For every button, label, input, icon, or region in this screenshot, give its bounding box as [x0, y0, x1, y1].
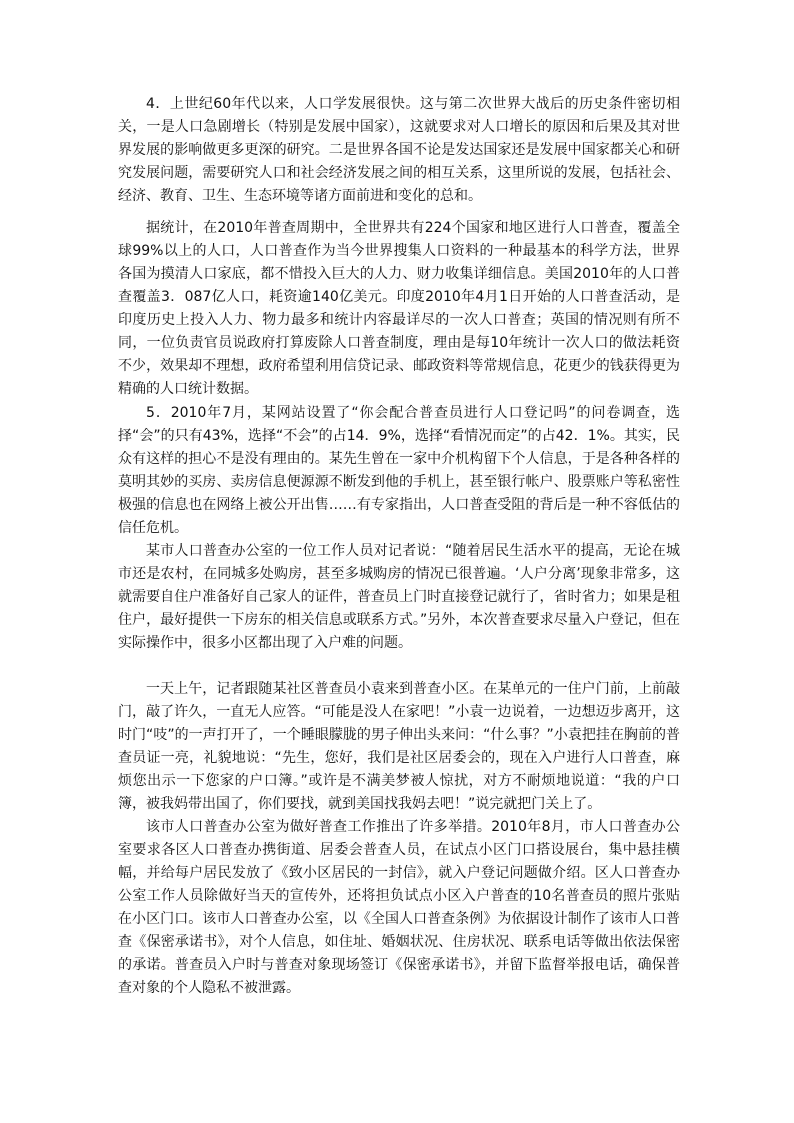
paragraph-4: 某市人口普查办公室的一位工作人员对记者说：“随着居民生活水平的提高，无论在城市还是农村，在同城多处购房，甚至多城购房的情况已很普遍。‘人户分离’现象非常多，这就需要自住户准备好自己家人的证件，普查员上门时直接登记就行了，省时省力；如果是租住户，最好提供一下房东的相关信息或联系方式。”另外，本次普查要求尽量入户登记，但在实际操作中，很多小区都出现了入户难的问题。 — [118, 543, 680, 651]
paragraph-2: 据统计，在2010年普查周期中，全世界共有224个国家和地区进行人口普查，覆盖全球99%以上的人口，人口普查作为当今世界搜集人口资料的一种最基本的科学方法，世界各国为摸清人口家底，都不惜投入巨大的人力、财力收集详细信息。美国2010年的人口普查覆盖3．087亿人口，耗资逾140亿美元。印度2010年4月1日开始的人口普查活动，是印度历史上投入人力、物力最多和统计内容最详尽的一次人口普查；英国的情况则有所不同，一位负责官员说政府打算废除人口普查制度，理由是每10年统计一次人口的做法耗资不少，效果却不理想，政府希望利用信贷记录、邮政资料等常规信息，花更少的钱获得更为精确的人口统计数据。 — [118, 220, 680, 397]
paragraph-5: 一天上午，记者跟随某社区普查员小袁来到普查小区。在某单元的一住户门前，上前敲门，敲了许久，一直无人应答。“可能是没人在家吧！”小袁一边说着，一边想迈步离开，这时门“吱”的一声打开了，一个睡眼朦胧的男子伸出头来问：“什么事？”小袁把挂在胸前的普查员证一亮，礼貌地说：“先生，您好，我们是社区居委会的，现在入户进行人口普查，麻烦您出示一下您家的户口簿。”或许是不满美梦被人惊扰，对方不耐烦地说道：“我的户口簿，被我妈带出国了，你们要找，就到美国找我妈去吧！”说完就把门关上了。 — [118, 681, 680, 812]
paragraph-1: 4．上世纪60年代以来，人口学发展很快。这与第二次世界大战后的历史条件密切相关，一是人口急剧增长（特别是发展中国家），这就要求对人口增长的原因和后果及其对世界发展的影响做更多更深的研究。二是世界各国不论是发达国家还是发展中国家都关心和研究发展问题，需要研究人口和社会经济发展之间的相互关系，这里所说的发展，包括社会、经济、教育、卫生、生态环境等诸方面前进和变化的总和。 — [118, 96, 680, 204]
paragraph-3: 5．2010年7月，某网站设置了“你会配合普查员进行人口登记吗”的问卷调查，选择“会”的只有43%，选择“不会”的占14．9%，选择“看情况而定”的占42．1%。其实，民众有这样的担心不是没有理由的。某先生曾在一家中介机构留下个人信息，于是各种各样的莫明其妙的买房、卖房信息便源源不断发到他的手机上，甚至银行帐户、股票账户等私密性极强的信息也在网络上被公开出售……有专家指出，人口普查受阻的背后是一种不容低估的信任危机。 — [118, 405, 680, 536]
paragraph-6: 该市人口普查办公室为做好普查工作推出了许多举措。2010年8月，市人口普查办公室要求各区人口普查办携街道、居委会普查人员，在试点小区门口搭设展台，集中悬挂横幅，并给每户居民发放了《致小区居民的一封信》，就入户登记问题做介绍。区人口普查办公室工作人员除做好当天的宣传外，还将担负试点小区入户普查的10名普查员的照片张贴在小区门口。该市人口普查办公室，以《全国人口普查条例》为依据设计制作了该市人口普查《保密承诺书》，对个人信息，如住址、婚姻状况、住房状况、联系电话等做出依法保密的承诺。普查员入户时与普查对象现场签订《保密承诺书》，并留下监督举报电话，确保普查对象的个人隐私不被泄露。 — [118, 819, 680, 996]
